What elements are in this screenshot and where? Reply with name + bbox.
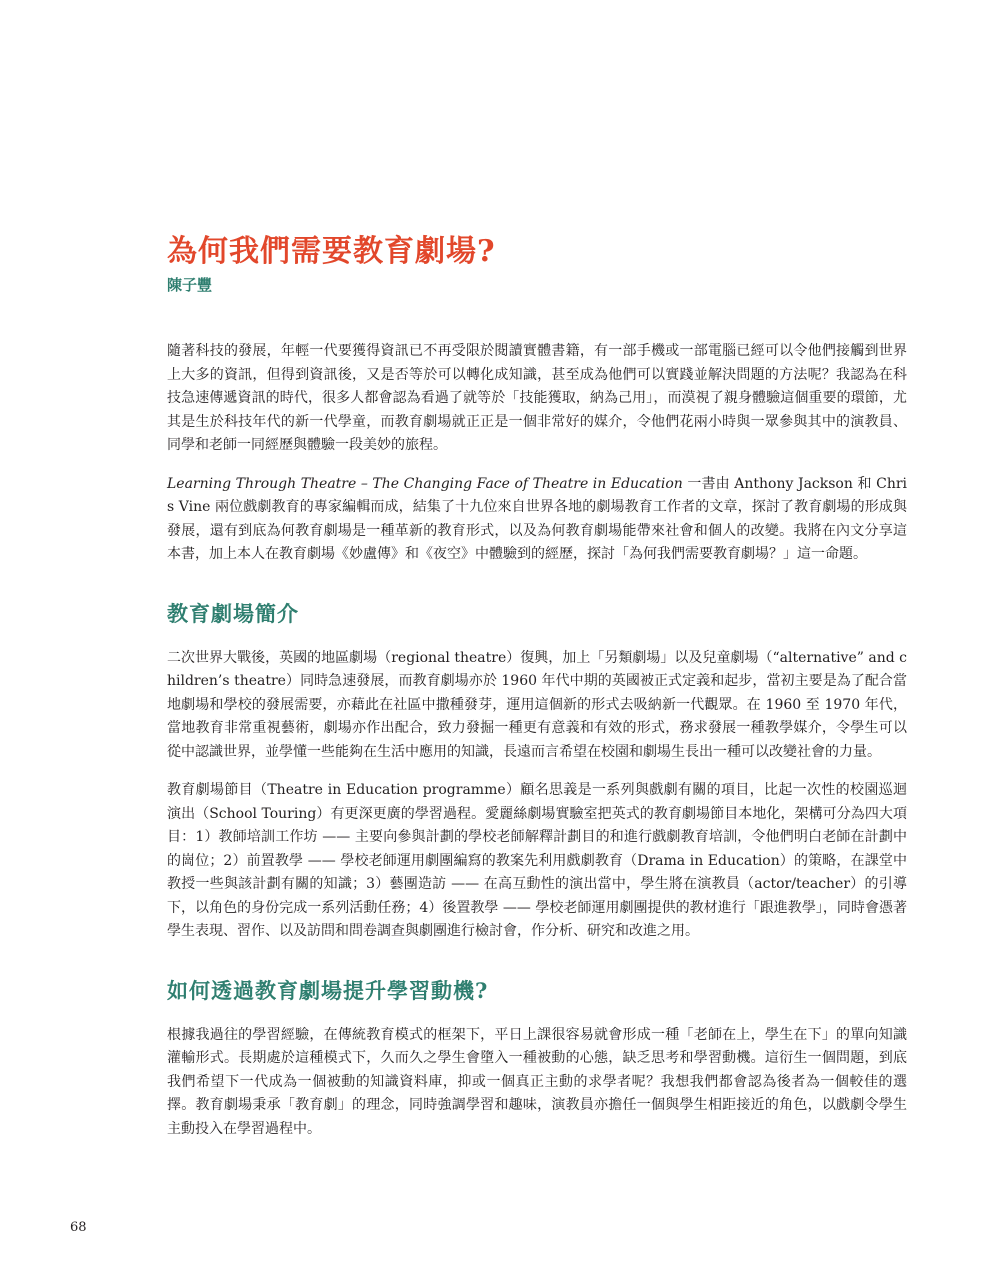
book-paragraph — [167, 473, 907, 567]
article — [167, 232, 907, 1141]
article-title: 為何我們需要教育劇場? — [167, 234, 496, 269]
section-heading-tie-intro: 教育劇場簡介 — [167, 600, 299, 626]
section-paragraph: 教育劇場節目（Theatre in Education programme）顧名思義是一系列與戲劇有關的項目，比起一次性的校園巡迴演出（School Touring）有更深更廣的學習過程。愛麗絲劇場實驗室把英式的教育劇場節目本地化，架構可分為四大項目：1）教師培訓工作坊 —— 主要向參與計劃的學校老師解釋計劃目的和進行戲劇教育培訓，令他們明白老師在計劃中的崗位；2）前置教學 —— 學校老師運用劇團編寫的教案先利用戲劇教育（Drama in Education）的策略，在課堂中教授一些與該計劃有關的知識；3）藝團造訪 —— 在高互動性的演出當中，學生將在演教員（actor/teacher）的引導下，以角色的身份完成一系列活動任務；4）後置教學 —— 學校老師運用劇團提供的教材進行「跟進教學」，同時會憑著學生表現、習作、以及訪問和問卷調查與劇團進行檢討會，作分析、研究和改進之用。 — [167, 782, 907, 939]
book-title: Learning Through Theatre – The Changing Face of Theatre in Education — [167, 475, 683, 492]
section-paragraph: 根據我過往的學習經驗，在傳統教育模式的框架下，平日上課很容易就會形成一種「老師在上，學生在下」的單向知識灌輸形式。長期處於這種模式下，久而久之學生會墮入一種被動的心態，缺乏思考和學習動機。這衍生一個問題，到底我們希望下一代成為一個被動的知識資料庫，抑或一個真正主動的求學者呢？我想我們都會認為後者為一個較佳的選擇。教育劇場秉承「教育劇」的理念，同時強調學習和趣味，演教員亦擔任一個與學生相距接近的角色，以戲劇令學生主動投入在學習過程中。 — [167, 1026, 907, 1137]
article-author: 陳子豐 — [167, 276, 213, 294]
intro-paragraph: 隨著科技的發展，年輕一代要獲得資訊已不再受限於閱讀實體書籍，有一部手機或一部電腦已經可以令他們接觸到世界上大多的資訊，但得到資訊後，又是否等於可以轉化成知識，甚至成為他們可以實踐並解決問題的方法呢？我認為在科技急速傳遞資訊的時代，很多人都會認為看過了就等於「技能獲取，納為己用」，而漠視了親身體驗這個重要的環節，尤其是生於科技年代的新一代學童，而教育劇場就正正是一個非常好的媒介，令他們花兩小時與一眾參與其中的演教員、同學和老師一同經歷與體驗一段美妙的旅程。 — [167, 343, 907, 453]
section-paragraph: 二次世界大戰後，英國的地區劇場（regional theatre）復興，加上「另類劇場」以及兒童劇場（“alternative” and children’s theatre）同時急速發展，而教育劇場亦於 1960 年代中期的英國被正式定義和起步，當初主要是為了配合當地劇場和學校的發展需要，亦藉此在社區中撒種發芽，運用這個新的形式去吸納新一代觀眾。在 1960 至 1970 年代，當地教育非常重視藝術，劇場亦作出配合，致力發掘一種更有意義和有效的形式，務求發展一種教學媒介，令學生可以從中認識世界，並學懂一些能夠在生活中應用的知識，長遠而言希望在校園和劇場生長出一種可以改變社會的力量。 — [167, 649, 907, 760]
book-paragraph-text: 一書由 Anthony Jackson 和 Chris Vine 兩位戲劇教育的專家編輯而成，結集了十九位來自世界各地的劇場教育工作者的文章，探討了教育劇場的形成與發展，還有到底為何教育劇場是一種革新的教育形式，以及為何教育劇場能帶來社會和個人的改變。我將在內文分享這本書，加上本人在教育劇場《妙盧傳》和《夜空》中體驗到的經歷，探討「為何我們需要教育劇場？」這一命題。 — [167, 475, 908, 562]
section-heading-motivation: 如何透過教育劇場提升學習動機? — [167, 977, 489, 1003]
page-number: 68 — [70, 1220, 87, 1235]
